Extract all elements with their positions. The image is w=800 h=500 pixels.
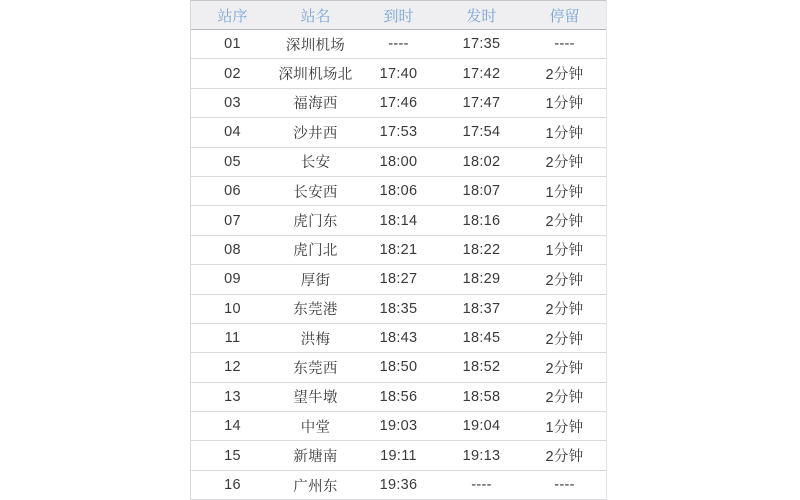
- cell-stop-duration: 1分钟: [523, 412, 606, 441]
- cell-station-number: 03: [191, 88, 274, 117]
- cell-station-number: 13: [191, 382, 274, 411]
- cell-arrival-time: 19:03: [357, 412, 440, 441]
- table-row: [191, 30, 606, 59]
- cell-departure-time: 18:37: [440, 294, 523, 323]
- cell-station-name: 东莞西: [274, 353, 357, 382]
- cell-stop-duration: ----: [523, 30, 606, 59]
- table-row: [191, 382, 606, 411]
- cell-station-name: 新塘南: [274, 441, 357, 470]
- cell-station-number: 12: [191, 353, 274, 382]
- timetable-body: [191, 30, 606, 500]
- cell-arrival-time: 18:00: [357, 147, 440, 176]
- cell-station-number: 04: [191, 118, 274, 147]
- cell-station-name: 福海西: [274, 88, 357, 117]
- timetable-table: [191, 0, 606, 500]
- cell-arrival-time: 17:46: [357, 88, 440, 117]
- cell-station-name: 长安西: [274, 176, 357, 205]
- table-row: [191, 206, 606, 235]
- cell-stop-duration: 2分钟: [523, 382, 606, 411]
- cell-station-name: 沙井西: [274, 118, 357, 147]
- cell-arrival-time: ----: [357, 30, 440, 59]
- cell-stop-duration: 2分钟: [523, 353, 606, 382]
- table-row: [191, 294, 606, 323]
- cell-station-name: 中堂: [274, 412, 357, 441]
- table-row: [191, 147, 606, 176]
- table-row: [191, 323, 606, 352]
- cell-station-number: 01: [191, 30, 274, 59]
- cell-station-number: 10: [191, 294, 274, 323]
- cell-station-number: 08: [191, 235, 274, 264]
- table-row: [191, 176, 606, 205]
- header-station-number: 站序: [191, 1, 274, 30]
- table-row: [191, 235, 606, 264]
- cell-arrival-time: 18:14: [357, 206, 440, 235]
- cell-station-number: 07: [191, 206, 274, 235]
- cell-stop-duration: 1分钟: [523, 176, 606, 205]
- cell-stop-duration: 2分钟: [523, 265, 606, 294]
- cell-station-name: 虎门东: [274, 206, 357, 235]
- cell-station-number: 02: [191, 59, 274, 88]
- cell-station-name: 长安: [274, 147, 357, 176]
- cell-station-name: 深圳机场: [274, 30, 357, 59]
- table-row: [191, 353, 606, 382]
- cell-station-number: 15: [191, 441, 274, 470]
- cell-stop-duration: 2分钟: [523, 59, 606, 88]
- cell-departure-time: 18:07: [440, 176, 523, 205]
- cell-stop-duration: 1分钟: [523, 88, 606, 117]
- cell-arrival-time: 19:11: [357, 441, 440, 470]
- table-row: [191, 59, 606, 88]
- cell-departure-time: 19:13: [440, 441, 523, 470]
- cell-departure-time: 18:16: [440, 206, 523, 235]
- table-row: [191, 88, 606, 117]
- header-station-name: 站名: [274, 1, 357, 30]
- train-timetable: [190, 0, 607, 500]
- cell-stop-duration: 2分钟: [523, 206, 606, 235]
- cell-arrival-time: 18:50: [357, 353, 440, 382]
- timetable-header: [191, 1, 606, 30]
- header-departure-time: 发时: [440, 1, 523, 30]
- header-row: [191, 1, 606, 30]
- cell-arrival-time: 18:43: [357, 323, 440, 352]
- cell-departure-time: 17:47: [440, 88, 523, 117]
- cell-departure-time: 19:04: [440, 412, 523, 441]
- header-stop-duration: 停留: [523, 1, 606, 30]
- cell-arrival-time: 19:36: [357, 470, 440, 499]
- cell-departure-time: ----: [440, 470, 523, 499]
- cell-station-number: 06: [191, 176, 274, 205]
- cell-arrival-time: 18:56: [357, 382, 440, 411]
- table-row: [191, 412, 606, 441]
- cell-stop-duration: 1分钟: [523, 118, 606, 147]
- cell-arrival-time: 18:06: [357, 176, 440, 205]
- cell-departure-time: 18:58: [440, 382, 523, 411]
- cell-station-name: 深圳机场北: [274, 59, 357, 88]
- table-row: [191, 265, 606, 294]
- cell-station-number: 05: [191, 147, 274, 176]
- cell-departure-time: 18:29: [440, 265, 523, 294]
- cell-departure-time: 18:22: [440, 235, 523, 264]
- table-row: [191, 470, 606, 499]
- cell-station-name: 洪梅: [274, 323, 357, 352]
- cell-arrival-time: 17:53: [357, 118, 440, 147]
- cell-departure-time: 18:02: [440, 147, 523, 176]
- cell-arrival-time: 18:21: [357, 235, 440, 264]
- cell-station-name: 广州东: [274, 470, 357, 499]
- cell-arrival-time: 18:35: [357, 294, 440, 323]
- table-row: [191, 118, 606, 147]
- cell-station-name: 厚街: [274, 265, 357, 294]
- cell-station-number: 14: [191, 412, 274, 441]
- cell-departure-time: 18:52: [440, 353, 523, 382]
- cell-stop-duration: 2分钟: [523, 323, 606, 352]
- cell-station-name: 望牛墩: [274, 382, 357, 411]
- cell-stop-duration: 1分钟: [523, 235, 606, 264]
- cell-departure-time: 18:45: [440, 323, 523, 352]
- table-row: [191, 441, 606, 470]
- cell-stop-duration: 2分钟: [523, 441, 606, 470]
- cell-departure-time: 17:54: [440, 118, 523, 147]
- cell-arrival-time: 18:27: [357, 265, 440, 294]
- header-arrival-time: 到时: [357, 1, 440, 30]
- cell-station-number: 11: [191, 323, 274, 352]
- cell-station-number: 09: [191, 265, 274, 294]
- cell-station-name: 东莞港: [274, 294, 357, 323]
- cell-station-number: 16: [191, 470, 274, 499]
- cell-stop-duration: ----: [523, 470, 606, 499]
- cell-stop-duration: 2分钟: [523, 147, 606, 176]
- cell-departure-time: 17:35: [440, 30, 523, 59]
- cell-stop-duration: 2分钟: [523, 294, 606, 323]
- cell-station-name: 虎门北: [274, 235, 357, 264]
- cell-arrival-time: 17:40: [357, 59, 440, 88]
- cell-departure-time: 17:42: [440, 59, 523, 88]
